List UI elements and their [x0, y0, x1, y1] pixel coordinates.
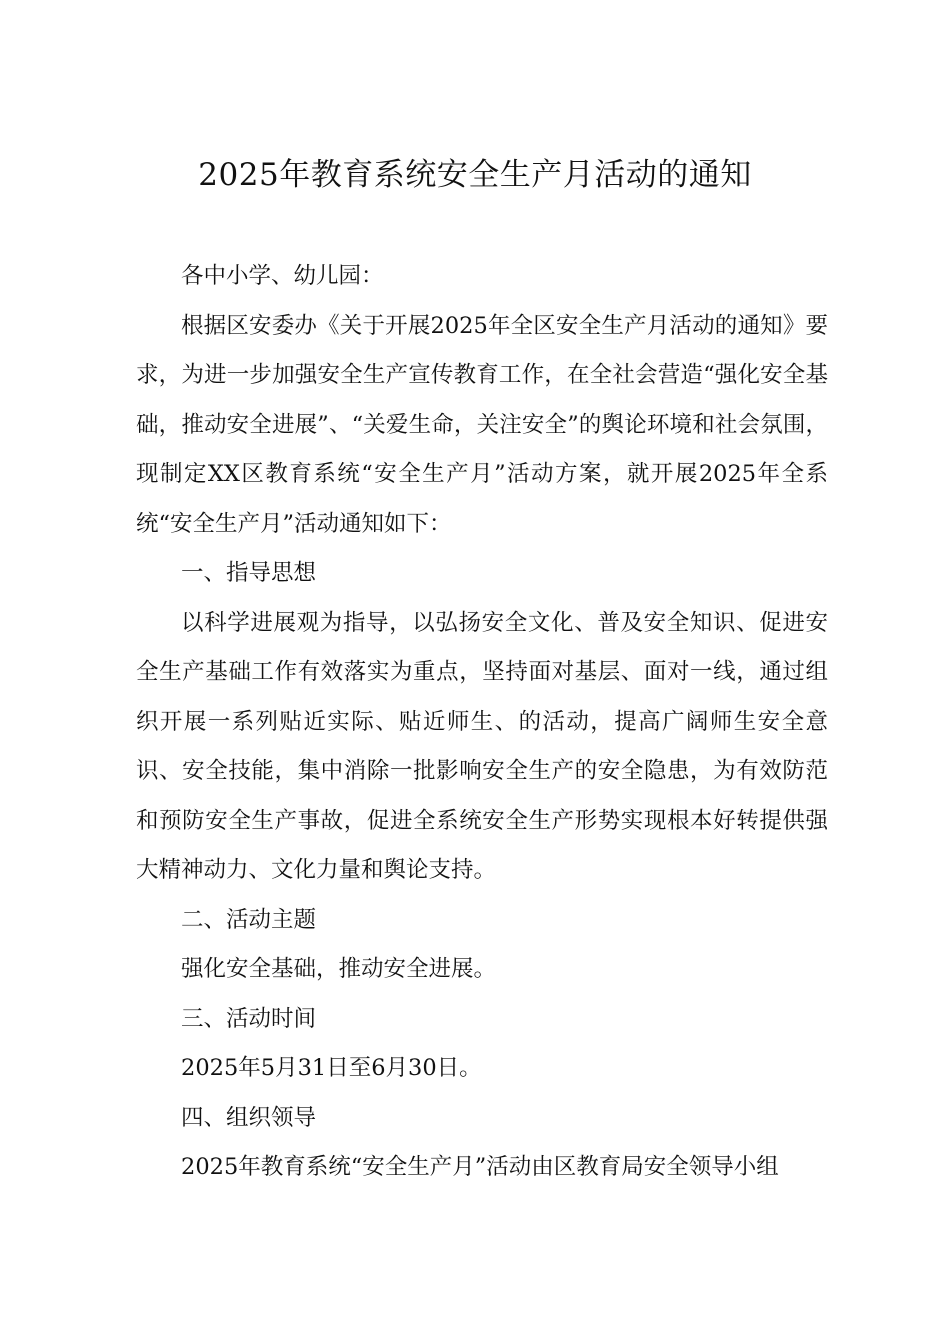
section-heading-activity-time: 三、活动时间	[181, 1005, 317, 1032]
intro-paragraph: 根据区安委办《关于开展2025年全区安全生产月活动的通知》要求，为进一步加强安全生产宣传教育工作，在全社会营造“强化安全基础，推动安全进展”、“关爱生命，关注安全”的舆论环境和社会氛围，现制定XX区教育系统“安全生产月”活动方案，就开展2025年全系统“安全生产月”活动通知如下：	[136, 312, 828, 537]
section-content-activity-theme: 强化安全基础，推动安全进展。	[181, 956, 497, 982]
section-heading-organization: 四、组织领导	[181, 1104, 317, 1131]
section-heading-activity-theme: 二、活动主题	[181, 906, 317, 933]
document-body	[136, 252, 828, 1193]
document-title: 2025年教育系统安全生产月活动的通知	[198, 157, 752, 193]
section-content-activity-time: 2025年5月31日至6月30日。	[181, 1055, 482, 1081]
section-content-organization: 2025年教育系统“安全生产月”活动由区教育局安全领导小组	[181, 1154, 779, 1180]
section-content-guiding-ideology: 以科学进展观为指导，以弘扬安全文化、普及安全知识、促进安全生产基础工作有效落实为重点，坚持面对基层、面对一线，通过组织开展一系列贴近实际、贴近师生、的活动，提高广阔师生安全意识、安全技能，集中消除一批影响安全生产的安全隐患，为有效防范和预防安全生产事故，促进全系统安全生产形势实现根本好转提供强大精神动力、文化力量和舆论支持。	[136, 609, 828, 883]
salutation: 各中小学、幼儿园：	[181, 263, 384, 289]
section-heading-guiding-ideology: 一、指导思想	[181, 560, 317, 586]
